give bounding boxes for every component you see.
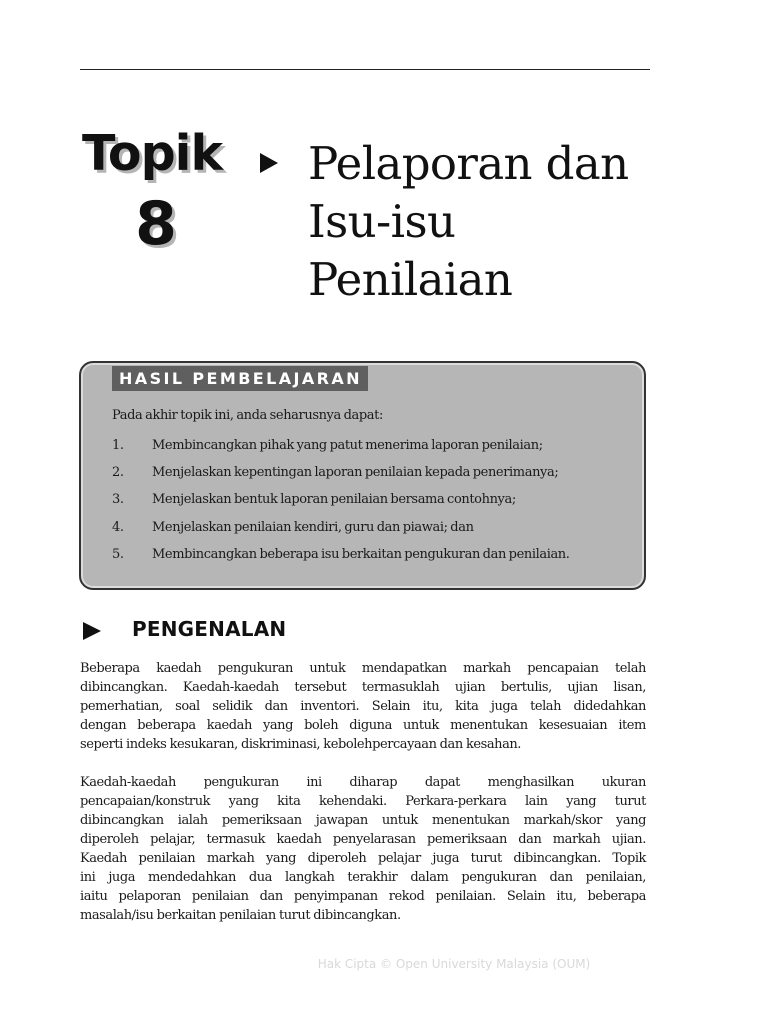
topic-label (82, 124, 242, 259)
word: dan (264, 699, 288, 714)
word: penyelarasan (332, 832, 416, 847)
word: yang (266, 851, 297, 866)
word: dua (248, 870, 272, 885)
outcome-number: 2. (112, 465, 124, 480)
word: dan (259, 889, 283, 904)
word: untuk (309, 661, 346, 676)
word: pencapaian/konstruk (80, 794, 211, 809)
word: pemeriksaan (427, 832, 507, 847)
word: Selain (371, 699, 411, 714)
word: yang (566, 794, 597, 809)
word: markah (206, 851, 255, 866)
word: penilaian (138, 851, 196, 866)
word: dibincangkan. (513, 851, 601, 866)
chapter-title-line: Penilaian (308, 253, 513, 306)
outcome-number: 1. (112, 438, 124, 453)
paragraph-line (80, 659, 646, 678)
paragraph-line (80, 697, 646, 716)
paragraph-line: masalah/isu berkaitan penilaian turut dibincangkan. (80, 908, 401, 923)
paragraph-line (80, 773, 646, 792)
word: ukuran (601, 775, 646, 790)
word: pengukuran (461, 870, 537, 885)
word: penilaian. (435, 889, 496, 904)
word: diharap (349, 775, 398, 790)
word: mendedahkan (148, 870, 236, 885)
word: pelajar, (150, 832, 196, 847)
section-heading: PENGENALAN (132, 617, 287, 641)
word: turut (614, 794, 646, 809)
word: pengukuran (203, 775, 279, 790)
top-rule (80, 69, 650, 70)
word: itu, (556, 889, 577, 904)
paragraph-line: seperti indeks kesukaran, diskriminasi, kebolehpercayaan dan kesahan. (80, 737, 521, 752)
word: inventori. (300, 699, 360, 714)
word: Perkara-perkara (405, 794, 507, 809)
word: tersebut (294, 680, 347, 695)
chapter-title-line: Isu-isu (308, 195, 456, 248)
word: markah (463, 661, 511, 676)
word: menentukan (431, 813, 510, 828)
word: menentukan (450, 718, 528, 733)
paragraph-line (80, 716, 646, 735)
word: yang (616, 813, 646, 828)
word: beberapa (137, 718, 196, 733)
word: markah (552, 832, 601, 847)
word: Kaedah (80, 851, 127, 866)
word: ini (80, 870, 96, 885)
paragraph-line (80, 811, 646, 830)
word: dapat (424, 775, 460, 790)
word: pelajar (377, 851, 421, 866)
word: kaedah (206, 718, 252, 733)
word: kaedah (276, 832, 322, 847)
word: jawapan (315, 813, 368, 828)
paragraph-line (80, 678, 646, 697)
word: juga (108, 870, 136, 885)
word: kesesuaian (538, 718, 608, 733)
word: ialah (177, 813, 208, 828)
word: beberapa (587, 889, 646, 904)
word: juga (490, 699, 518, 714)
word: untuk (381, 813, 418, 828)
word: selidik (212, 699, 253, 714)
copyright-footer: Hak Cipta © Open University Malaysia (OUM) (317, 957, 591, 971)
paragraph-line (80, 887, 646, 906)
learning-outcomes-intro: Pada akhir topik ini, anda seharusnya dapat: (112, 408, 383, 423)
word: diguna (349, 718, 392, 733)
word: pencapaian (527, 661, 599, 676)
word: iaitu (80, 889, 108, 904)
word: itu, (422, 699, 443, 714)
word: pelaporan (118, 889, 181, 904)
word: terakhir (347, 870, 398, 885)
chapter-title-line: Pelaporan dan (308, 137, 629, 190)
intro-paragraph-2 (80, 773, 646, 925)
word: rekod (388, 889, 425, 904)
word: termasuk (206, 832, 266, 847)
word: menghasilkan (487, 775, 575, 790)
word: yang (228, 794, 259, 809)
word: penilaian (191, 889, 249, 904)
word: lain (524, 794, 548, 809)
word: telah (530, 699, 562, 714)
intro-paragraph-1 (80, 659, 646, 754)
word: dibincangkan (80, 813, 164, 828)
word: langkah (284, 870, 335, 885)
paragraph-line (80, 830, 646, 849)
word: telah (615, 661, 646, 676)
word: boleh (304, 718, 339, 733)
word: dan (518, 832, 542, 847)
word: kita (277, 794, 301, 809)
paragraph-line (80, 868, 646, 887)
word: markah/skor (523, 813, 602, 828)
word: Topik (612, 851, 646, 866)
outcome-number: 4. (112, 520, 124, 535)
word: ini (306, 775, 322, 790)
word: dalam (410, 870, 449, 885)
word: kaedah (156, 661, 202, 676)
outcome-text: Menjelaskan bentuk laporan penilaian bersama contohnya; (152, 492, 516, 507)
word: kehendaki. (318, 794, 387, 809)
word: Selain (506, 889, 546, 904)
paragraph-line (80, 849, 646, 868)
word: Beberapa (80, 661, 140, 676)
outcome-text: Menjelaskan kepentingan laporan penilaian kepada penerimanya; (152, 465, 559, 480)
word: diperoleh (80, 832, 139, 847)
section-arrow-icon (82, 621, 102, 641)
word: ujian (454, 680, 486, 695)
topic-number: 8 (135, 189, 177, 259)
word: Kaedah-kaedah (182, 680, 279, 695)
outcome-text: Membincangkan beberapa isu berkaitan pengukuran dan penilaian. (152, 547, 570, 562)
word: Kaedah-kaedah (80, 775, 176, 790)
word: penilaian, (585, 870, 646, 885)
word: soal (175, 699, 200, 714)
outcome-text: Membincangkan pihak yang patut menerima laporan penilaian; (152, 438, 543, 453)
word: didedahkan (573, 699, 646, 714)
word: yang (262, 718, 293, 733)
word: item (618, 718, 646, 733)
word: juga (432, 851, 460, 866)
word: dibincangkan. (80, 680, 168, 695)
word: untuk (402, 718, 439, 733)
topic-word: Topik (82, 125, 223, 182)
word: ujian. (611, 832, 646, 847)
word: pengukuran (217, 661, 293, 676)
outcome-number: 5. (112, 547, 124, 562)
word: pemeriksaan (221, 813, 302, 828)
chapter-title (308, 135, 688, 309)
word: mendapatkan (361, 661, 447, 676)
learning-outcomes-heading: HASIL PEMBELAJARAN (112, 366, 368, 391)
word: ujian (567, 680, 598, 695)
word: diperoleh (307, 851, 367, 866)
word: turut (470, 851, 502, 866)
word: lisan, (613, 680, 646, 695)
play-arrow-icon (259, 152, 279, 174)
word: dan (549, 870, 573, 885)
word: dengan (80, 718, 127, 733)
word: penyimpanan (293, 889, 378, 904)
word: pemerhatian, (80, 699, 163, 714)
outcome-text: Menjelaskan penilaian kendiri, guru dan piawai; dan (152, 520, 474, 535)
word: kita (455, 699, 479, 714)
word: bertulis, (500, 680, 552, 695)
word: termasuklah (361, 680, 440, 695)
paragraph-line (80, 792, 646, 811)
outcome-number: 3. (112, 492, 124, 507)
